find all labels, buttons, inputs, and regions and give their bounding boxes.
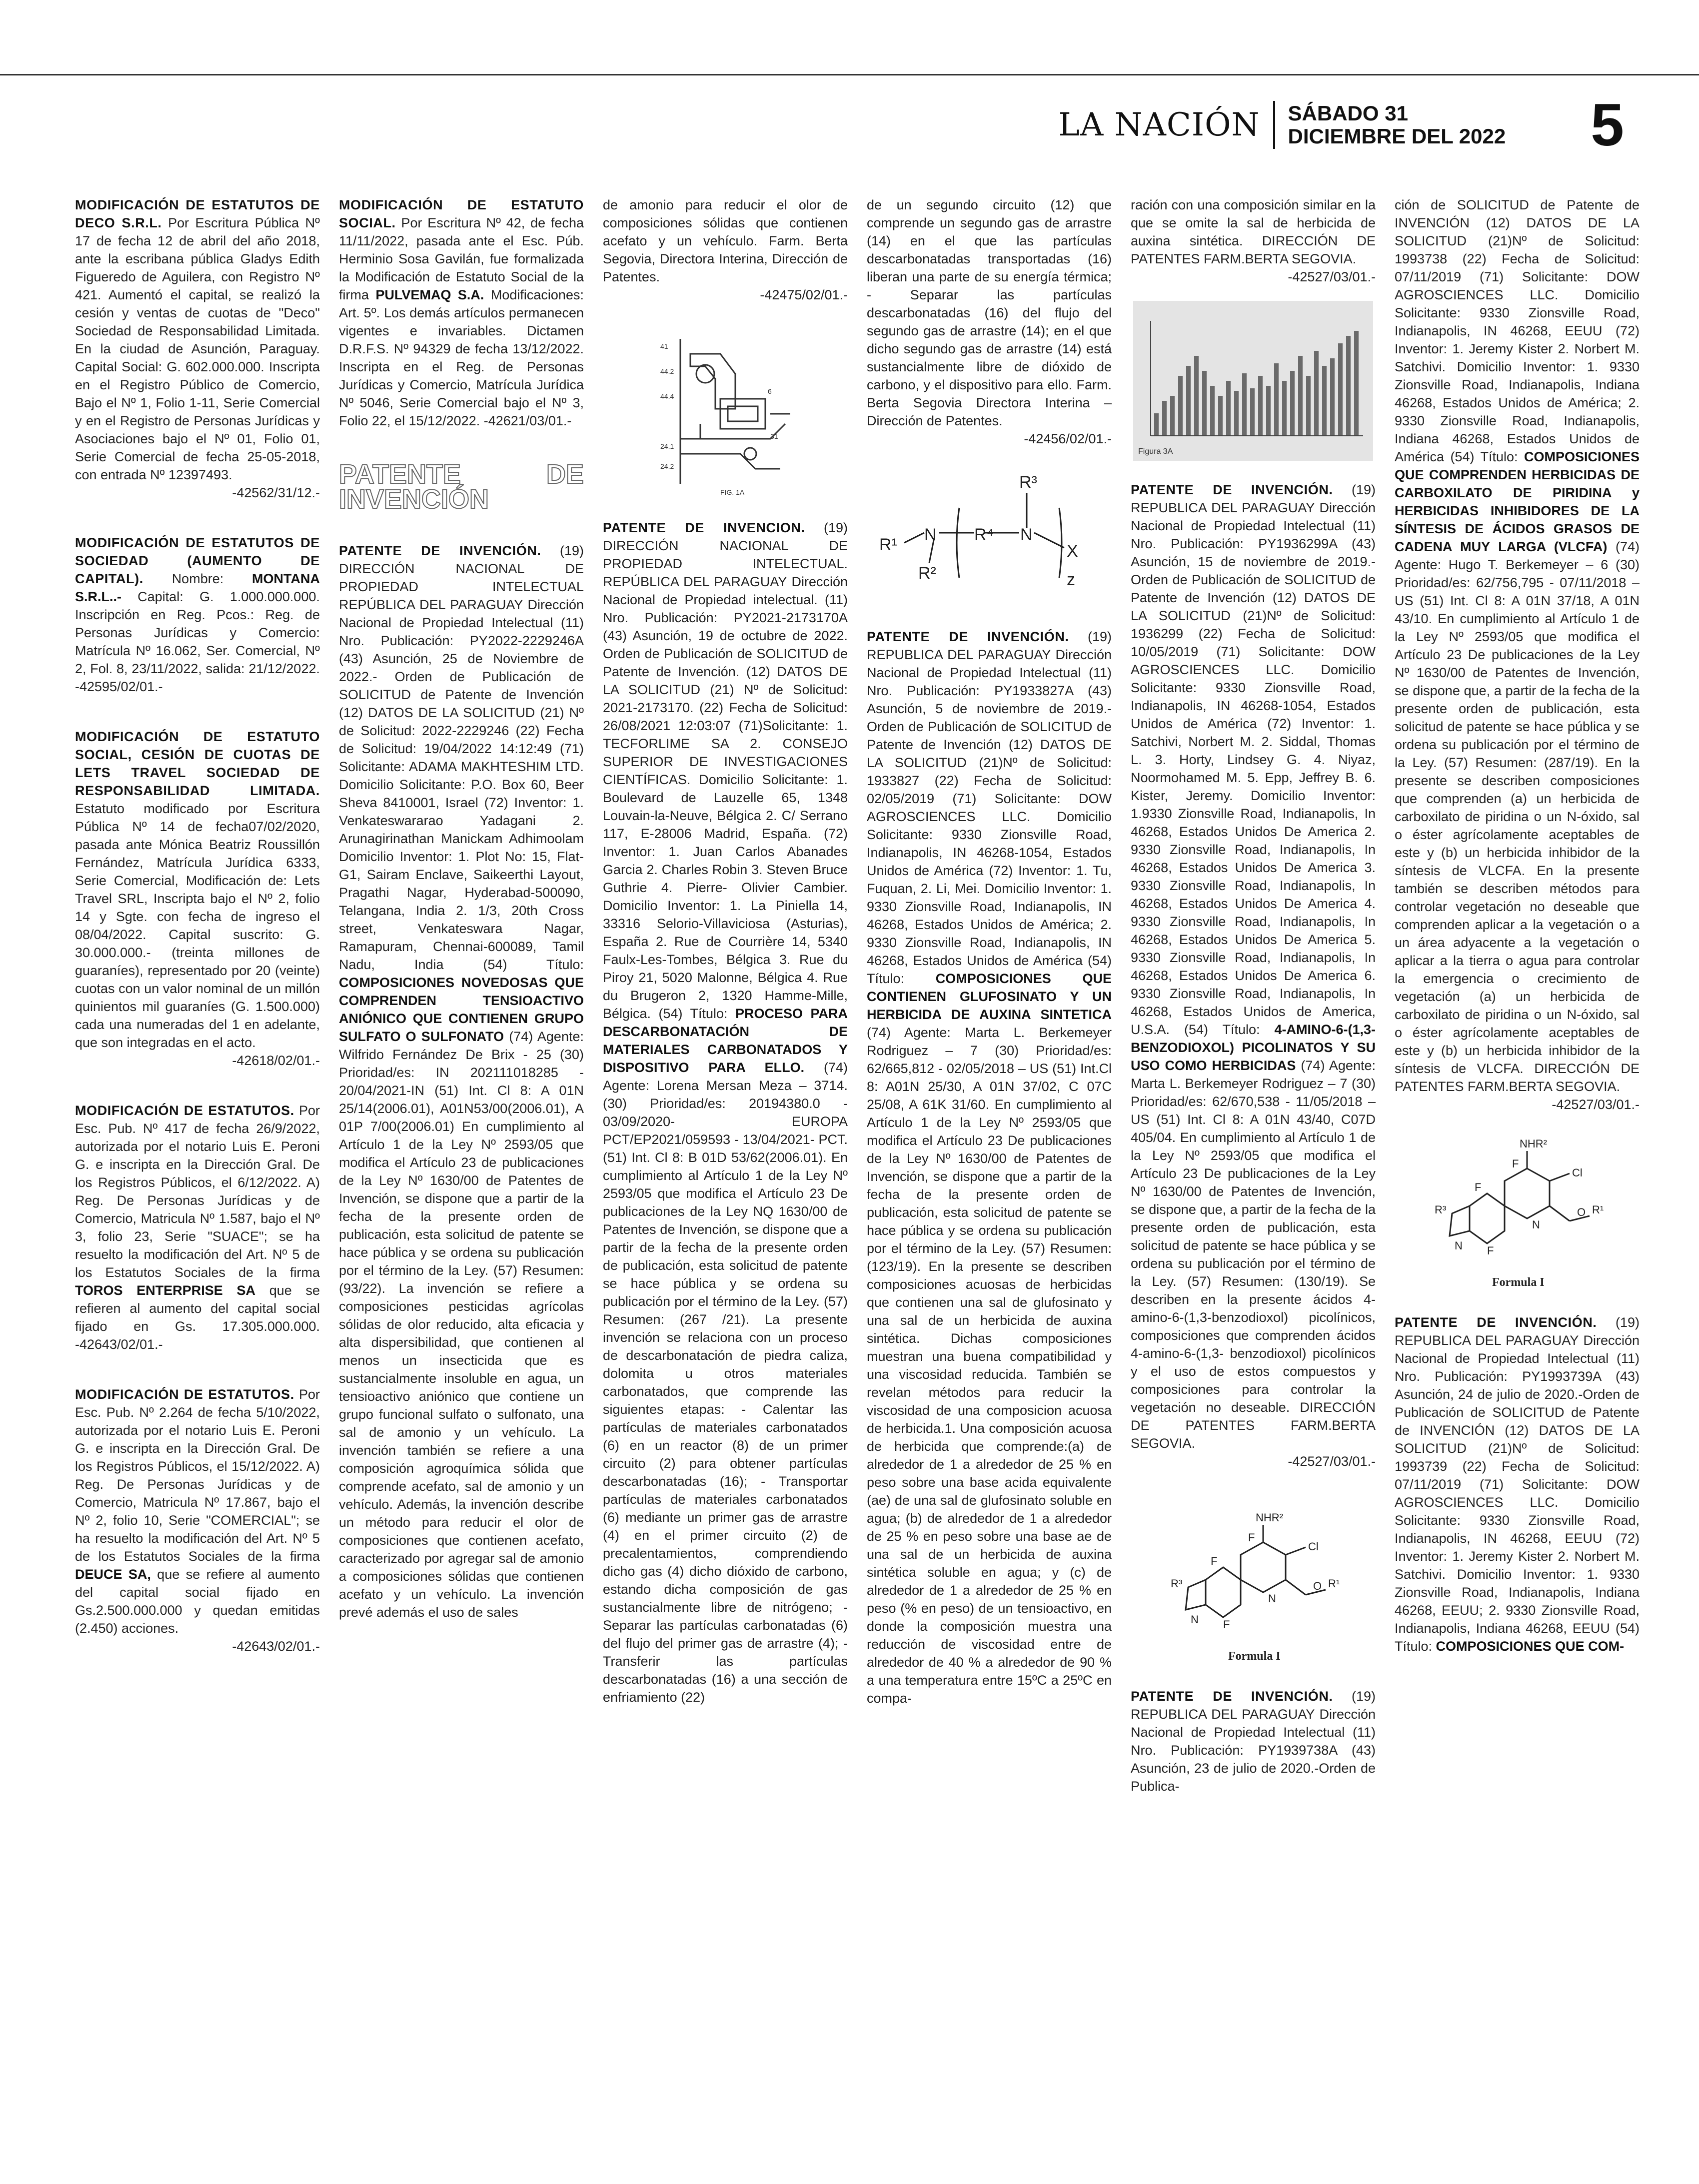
svg-text:O: O	[1577, 1206, 1586, 1218]
notice-company: TOROS ENTERPRISE SA	[75, 1283, 255, 1298]
column-3	[603, 196, 848, 2165]
formula-caption: Formula I	[1228, 1650, 1281, 1663]
patent-bar-chart	[1131, 301, 1376, 461]
svg-text:24.1: 24.1	[660, 442, 674, 450]
notice-body: (19) REPUBLICA DEL PARAGUAY Dirección Nacional de Propiedad Intelectual (11) Nro. Publicación: PY1933827A (43) Asunción, 5 de noviembre de 2019.-Orden de Publicación de SOLICITUD de Patente de Invención (12) DATOS DE LA SOLICITUD (21)Nº de Solicitud: 1933827 (22) Fecha de Solicitud: 02/05/2019 (71) Solicitante: DOW AGROSCIENCES LLC. Domicilio Solicitante: 9330 Zionsville Road, Indianapolis, IN 46268-1054, Estados Unidos de América (72) Inventor: 1. Tu, Fuquan, 2. Li, Mei. Domicilio Inventor: 1. 9330 Zionsville Road, Indianapolis, IN 46268, Estados Unidos de América; 2. 9330 Zionsville Road, Indianapolis, IN 46268, Estados Unidos de América (54) Título:	[867, 629, 1112, 986]
notice-company: DEUCE SA,	[75, 1567, 151, 1582]
notice-patent-glufosinato	[867, 628, 1112, 1707]
svg-text:F: F	[1512, 1157, 1519, 1170]
notice-body: de amonio para reducir el olor de composiciones sólidas que contienen acefato y un vehículo. Farm. Berta Segovia, Directora Interina, Dirección de Patentes.	[603, 197, 848, 284]
issue-date	[1288, 102, 1506, 148]
notice-patent-benzodioxol	[1131, 481, 1376, 1470]
svg-text:R¹: R¹	[1592, 1203, 1604, 1216]
notice-body: Estatuto modificado por Escritura Pública Nº 14 de fecha07/02/2020, pasada ante Mónica Beatriz Roussillón Fernández, Matrícula Jurídica 6333, Serie Comercial, Modificación de: Lets Travel SRL, Inscripta bajo el Nº 2, folio 14 y Sgte. con fecha de ingreso el 08/04/2022. Capital suscrito: G. 30.000.000.- (treinta millones de guaraníes), representado por 20 (veinte) cuotas con un valor nominal de un millón quinientos mil guaraníes (G. 1.500.000) cada una numeradas del 1 en adelante, que son integradas en el acto.	[75, 801, 320, 1050]
reactor-diagram	[650, 319, 800, 499]
svg-text:N: N	[1532, 1218, 1540, 1231]
notice-heading: MODIFICACIÓN DE ESTATUTO SOCIAL, CESIÓN DE CUOTAS DE LETS TRAVEL SOCIEDAD DE RESPONSABILIDAD LIMITADA.	[75, 729, 320, 798]
notice-ref: -42643/02/01.-	[232, 1639, 320, 1654]
notice-body: (19) REPUBLICA DEL PARAGUAY Dirección Nacional de Propiedad Intelectual (11) Nro. Publicación: PY1939738A (43) Asunción, 23 de julio de 2020.-Orden de Publica-	[1131, 1689, 1376, 1794]
notice-body: ción de SOLICITUD de Patente de INVENCIÓN (12) DATOS DE LA SOLICITUD (21)Nº de Solicitud: 1993738 (22) Fecha de Solicitud: 07/11/2019 (71) Solicitante: DOW AGROSCIENCES LLC. Domicilio Solicitante: 9330 Zionsville Road, Indianapolis, IN 46268, EEUU (72) Inventor: 1. Jeremy Kister 2. Norbert M. Satchivi. Domicilio Inventor: 1. 9330 Zionsville Road, Indianapolis, Indiana 46268, Estados Unidos de América; 2. 9330 Zionsville Road, Indianapolis, Indiana 46268, Estados Unidos de América (54) Título:	[1395, 197, 1640, 464]
svg-text:R³: R³	[1171, 1577, 1183, 1590]
chemical-structure	[867, 468, 1112, 598]
date-line-1: SÁBADO 31	[1288, 101, 1408, 125]
masthead	[1058, 91, 1624, 158]
svg-text:N: N	[1455, 1239, 1463, 1252]
notice-title: COMPOSICIONES QUE COM-	[1436, 1639, 1625, 1654]
label-r2: R²	[918, 564, 936, 583]
svg-text:NHR²: NHR²	[1256, 1511, 1283, 1524]
notice-body: (74) Agente: Lorena Mersan Meza – 3714. (30) Prioridad/es: 20194380.0 - 03/09/2020- EUROPA PCT/EP2021/059593 - 13/04/2021- PCT. (51) Int. Cl 8: B 01D 53/62(2006.01). En cumplimiento al Artículo 1 de la Ley Nº 2593/05 que modifica el Artículo 23 De publicaciones de la Ley NQ 1630/00 de Patentes de Invención, se dispone que a partir de la fecha de la presente orden de publicación, esta solicitud de patente se hace pública y se ordena su publicación por el término de la Ley. (57) Resumen: (267 /21). La presente invención se relaciona con un proceso de descarbonatación de piedra caliza, dolomita u otros materiales carbonatados, que comprende las siguientes etapas: - Calentar las partículas de materiales carbonatados (6) en un reactor (8) de un primer circuito (2) para obtener partículas descarbonatadas (16); - Transportar partículas de materiales carbonatados (6) mediante un primer gas de arrastre (4) en el primer circuito (2) de precalentamientos, comprendiendo dicho gas (4) dicho dióxido de carbono, estando dicha composición de gas sustancialmente libre de nitrógeno; - Separar las partículas carbonatadas (6) del flujo del primer gas de arrastre (4); - Transferir las partículas descarbonatadas (16) a una sección de enfriamiento (22)	[603, 1060, 848, 1705]
notice-continuation	[1131, 196, 1376, 286]
svg-text:Cl: Cl	[1308, 1540, 1319, 1553]
figure-caption: Figura 3A	[1138, 447, 1173, 456]
notice-title: COMPOSICIONES QUE COMPRENDEN HERBICIDAS DE CARBOXILATO DE PIRIDINA y HERBICIDAS INHIBIDORES DE LA SÍNTESIS DE ÁCIDOS GRASOS DE CADENA MUY LARGA (VLCFA)	[1395, 449, 1640, 554]
svg-text:Cl: Cl	[1572, 1166, 1583, 1179]
notice-body: Modificaciones: Art. 5º. Los demás artículos permanecen vigentes e invariables. Dictamen D.R.F.S. Nº 94329 de fecha 13/12/2022. Inscripta en el Reg. de Personas Jurídicas y Comercio, Matrícula Jurídica Nº 5046, Serie Comercial bajo el Nº 3, Folio 22, el 15/12/2022. -42621/03/01.-	[339, 287, 584, 428]
notice-title: COMPOSICIONES QUE CONTIENEN GLUFOSINATO Y UN HERBICIDA DE AUXINA SINTETICA	[867, 971, 1112, 1022]
notice-patent-adama	[339, 542, 584, 1621]
notice-lets-travel	[75, 728, 320, 1070]
svg-text:F: F	[1487, 1244, 1494, 1257]
notice-heading: PATENTE DE INVENCIÓN.	[1131, 482, 1333, 497]
notice-body: de un segundo circuito (12) que comprende un segundo gas de arrastre (14) en el que las partículas descarbonatadas transportadas (16) liberan una parte de su energía térmica; - Separar las partículas descarbonatadas (16) del flujo del segundo gas de arrastre (14); en el que dicho segundo gas de arrastre (14) está sustancialmente libre de dióxido de carbono, y el dispositivo para ello. Farm. Berta Segovia Directora Interina – Dirección de Patentes.	[867, 197, 1112, 428]
notice-continuation	[867, 196, 1112, 448]
label-r4: R⁴	[974, 525, 994, 544]
svg-text:NHR²: NHR²	[1520, 1137, 1547, 1150]
formula-caption: Formula I	[1492, 1276, 1545, 1289]
notice-heading: MODIFICACIÓN DE ESTATUTO SOCIAL.	[339, 197, 584, 230]
notice-ref: -42456/02/01.-	[1024, 431, 1112, 446]
svg-text:R³: R³	[1435, 1203, 1447, 1216]
notice-body: (19) DIRECCIÓN NACIONAL DE PROPIEDAD INTELECTUAL. REPÚBLICA DEL PARAGUAY Dirección Nacional de Propiedad intelectual. (11) Nro. Publicación: PY2021-2173170A (43) Asunción, 19 de octubre de 2022. Orden de Publicación de SOLICITUD de Patente de Invención. (12) DATOS DE LA SOLICITUD (21) Nº de Solicitud: 2021-2173170. (22) Fecha de Solicitud: 26/08/2021 12:03:07 (71)Solicitante: 1. TECFORLIME SA 2. CONSEJO SUPERIOR DE INVESTIGACIONES CIENTÍFICAS. Domicilio Solicitante: 1. Boulevard de Lauzelle 65, 1348 Louvain-la-Neuve, Bélgica 2. C/ Serrano 117, E-28006 Madrid, España. (72) Inventor: 1. Juan Carlos Abanades Garcia 2. Charles Robin 3. Steven Bruce Guthrie 4. Pierre- Olivier Cambier. Domicilio Inventor: 1. La Piniella 14, 33316 Selorio-Villaviciosa (Asturias), España 2. Rue de Courrière 14, 5340 Faulx-Les-Tombes, Bélgica 3. Rue du Piroy 21, 5020 Malonne, Bélgica 4. Rue du Brugeron 2, 1320 Hamme-Mille, Bélgica. (54) Título:	[603, 520, 848, 1021]
svg-text:44.4: 44.4	[660, 392, 674, 400]
notice-company: MONTANA S.R.L..-	[75, 571, 320, 604]
label-n: N	[1020, 525, 1033, 544]
column-6	[1395, 196, 1640, 2165]
notice-heading: MODIFICACIÓN DE ESTATUTOS DE DECO S.R.L.	[75, 197, 320, 230]
label-r3: R³	[1019, 473, 1037, 492]
notice-heading: PATENTE DE INVENCIÓN.	[1131, 1689, 1333, 1704]
notice-body: Por Esc. Pub. Nº 417 de fecha 26/9/2022, autorizada por el notario Luis E. Peroni G. e inscripta en la Dirección Gral. De los Registros Públicos, el 6/12/2022. A) Reg. De Personas Jurídicas y de Comercio, Matricula Nº 1.587, bajo el Nº 3, folio 23, Serie "SUACE"; se ha resuelto la modificación del Art. Nº 5 de los Estatutos Sociales de la firma	[75, 1103, 320, 1280]
amine-structure-diagram	[874, 468, 1104, 598]
formula-structure	[1395, 1128, 1640, 1293]
notice-heading: PATENTE DE INVENCION.	[603, 520, 805, 535]
formula-structure	[1131, 1502, 1376, 1667]
notice-heading: MODIFICACIÓN DE ESTATUTOS.	[75, 1387, 294, 1402]
notice-title: 4-AMINO-6-(1,3-BENZODIOXOL) PICOLINATOS Y SU USO COMO HERBICIDAS	[1131, 1022, 1376, 1073]
notice-body: (19) DIRECCIÓN NACIONAL DE PROPIEDAD INTELECTUAL REPÚBLICA DEL PARAGUAY Dirección Nacional de Propiedad Intelectual (11) Nro. Publicación: PY2022-2229246A (43) Asunción, 25 de Noviembre de 2022.- Orden de Publicación de SOLICITUD de Patente de Invención (12) DATOS DE LA SOLICITUD (21) Nº de Solicitud: 2022-2229246 (22) Fecha de Solicitud: 19/04/2022 14:12:49 (71) Solicitante: ADAMA MAKHTESHIM LTD. Domicilio Solicitante: P.O. Box 60, Beer Sheva 8410001, Israel (72) Inventor: 1. Venkateswararao Yadagani 2. Arunagirinathan Manickam Adhimoolam Domicilio Inventor: 1. Plot No: 15, Flat-G1, Sairam Enclave, Saikeerthi Layout, Pragathi Nagar, Hyderabad-500090, Telangana, India 2. 1/3, 20th Cross street, Venkateswara Nagar, Ramapuram, Chennai-600089, Tamil Nadu, India (54) Título:	[339, 543, 584, 972]
svg-text:41: 41	[660, 342, 668, 350]
section-title: PATENTE DE INVENCIÓN	[339, 459, 584, 514]
notice-ref: -42618/02/01.-	[232, 1053, 320, 1068]
notice-body: Por Escritura Pública Nº 17 de fecha 12 de abril del año 2018, ante la escribana pública Gladys Edith Figueredo de Aguilera, con Registro Nº 421. Aumentó el capital, se realizó la cesión y ventas de cuotas de "Deco" Sociedad de Responsabilidad Limitada. En la ciudad de Asunción, Paraguay. Capital Social: G. 602.000.000. Inscripta en el Registro Público de Comercio, Bajo el Nº 1, Folio 1-11, Serie Comercial y en el Registro de Personas Jurídicas y Asociaciones bajo el Nº 01, Folio 01, Serie Comercial de fecha 25-05-2018, con entrada Nº 12397493.	[75, 215, 320, 482]
notice-body: (19) REPUBLICA DEL PARAGUAY Dirección Nacional de Propiedad Intelectual (11) Nro. Publicación: PY1993739A (43) Asunción, 24 de julio de 2020.-Orden de Publicación de SOLICITUD de Patente de INVENCIÓN (12) DATOS DE LA SOLICITUD (21)Nº de Solicitud: 1993739 (22) Fecha de Solicitud: 07/11/2019 (71) Solicitante: DOW AGROSCIENCES LLC. Domicilio Solicitante: 9330 Zionsville Road, Indianapolis, IN 46268, EEUU (72) Inventor: 1. Jeremy Kister 2. Norbert M. Satchivi. Domicilio Inventor: 1. 9330 Zionsville Road, Indianapolis, Indiana 46268, EEUU; 2. 9330 Zionsville Road, Indianapolis, Indiana 46268, EEUU (54) Título:	[1395, 1315, 1640, 1654]
picolinate-structure-diagram	[1163, 1502, 1343, 1667]
notice-body: (74) Agente: Hugo T. Berkemeyer – 6 (30) Prioridad/es: 62/756,795 - 07/11/2018 – US (51) Int. Cl 8: A 01N 37/18, A 01N 43/10. En cumplimiento al Artículo 1 de la Ley Nº 2593/05 que modifica el Artículo 23 De publicaciones de la Ley Nº 1630/00 de Patentes de Invención, se dispone que, a partir de la fecha de la presente orden de publicación, esta solicitud de patente se hace pública y se ordena su publicación por el término de la Ley. (57) Resumen: (287/19). En la presente se describen composiciones que comprenden (a) un herbicida de carboxilato de piridina o un N-óxido, sal o éster agrícolamente aceptables de este y (b) un herbicida inhibidor de la síntesis de VLCFA. En la presente también se describen métodos para controlar vegetación no deseable que comprenden aplicar a la vegetación o a un área adyacente a la vegetación o aplicar a la tierra o agua para controlar la emergencia o crecimiento de vegetación (a) un herbicida de carboxilato de piridina o un N-óxido, sal o éster agrícolamente aceptables de este y (b) un herbicida inhibidor de la síntesis de VLCFA. DIRECCIÓN DE PATENTES FARM.BERTA SEGOVIA.	[1395, 539, 1640, 1094]
label-z: z	[1067, 570, 1075, 589]
notice-patent-1939738	[1131, 1687, 1376, 1795]
picolinate-structure-diagram	[1427, 1128, 1607, 1293]
svg-text:F: F	[1211, 1555, 1218, 1567]
svg-text:24.2: 24.2	[660, 462, 674, 470]
notice-body: que se refiere al aumento del capital social fijado en Gs.2.500.000.000 y quedan emitidas (2.450) acciones.	[75, 1567, 320, 1636]
notice-continuation	[603, 196, 848, 304]
bar-chart-image	[1133, 301, 1373, 461]
svg-text:F: F	[1223, 1618, 1230, 1631]
notice-body: ración con una composición similar en la que se omite la sal de herbicida de auxina sintética. DIRECCIÓN DE PATENTES FARM.BERTA SEGOVIA.	[1131, 197, 1376, 266]
column-4	[867, 196, 1112, 2165]
date-line-2: DICIEMBRE DEL 2022	[1288, 124, 1506, 148]
label-n: N	[924, 525, 937, 544]
notice-patent-tecforlime	[603, 519, 848, 1706]
notice-body: Capital: G. 1.000.000.000. Inscripción en Reg. Pcos.: Reg. de Personas Jurídicas y Comercio: Matrícula Nº 16.062, Ser. Comercial, Nº 2, Fol. 8, 23/11/2022, salida: 21/12/2022. -42595/02/01.-	[75, 589, 320, 694]
notice-deuce	[75, 1385, 320, 1655]
svg-text:6: 6	[768, 387, 772, 395]
notice-patent-1993739	[1395, 1313, 1640, 1655]
top-rule	[0, 74, 1699, 75]
notice-ref: -42562/31/12.-	[232, 485, 320, 500]
label-x: X	[1067, 542, 1078, 561]
notice-heading: PATENTE DE INVENCIÓN.	[1395, 1315, 1597, 1330]
notice-pulvemaq	[339, 196, 584, 430]
notice-title: COMPOSICIONES NOVEDOSAS QUE COMPRENDEN TENSIOACTIVO ANIÓNICO QUE CONTIENEN GRUPO SULFATO O SULFONATO	[339, 975, 584, 1044]
notice-heading: MODIFICACIÓN DE ESTATUTOS DE SOCIEDAD (AUMENTO DE CAPITAL).	[75, 535, 320, 586]
notice-body: Nombre:	[171, 571, 224, 586]
svg-text:F: F	[1248, 1531, 1255, 1544]
notice-continuation	[1395, 196, 1640, 1113]
svg-text:31: 31	[770, 432, 778, 440]
notice-deco	[75, 196, 320, 502]
page-number: 5	[1591, 91, 1624, 158]
notice-body: (19) REPUBLICA DEL PARAGUAY Dirección Nacional de Propiedad Intelectual (11) Nro. Publicación: PY1936299A (43) Asunción, 15 de noviembre de 2019.-Orden de Publicación de SOLICITUD de Patente de Invención (12) DATOS DE LA SOLICITUD (21)Nº de Solicitud: 1936299 (22) Fecha de Solicitud: 10/05/2019 (71) Solicitante: DOW AGROSCIENCES LLC. Domicilio Solicitante: 9330 Zionsville Road, Indianapolis, IN 46268-1054, Estados Unidos de América (72) Inventor: 1. Satchivi, Norbert M. 2. Siddal, Thomas L. 3. Horty, Lindsey G. 4. Niyaz, Noormohamed M. 5. Epp, Jeffrey B. 6. Kister, Jeremy. Domicilio Inventor: 1.9330 Zionsville Road, Indianapolis, In 46268, Estados Unidos De America 2. 9330 Zionsville Road, Indianapolis, In 46268, Estados Unidos De America 3. 9330 Zionsville Road, Indianapolis, In 46268, Estados Unidos De America 4. 9330 Zionsville Road, Indianapolis, In 46268, Estados Unidos De America 5. 9330 Zionsville Road, Indianapolis, In 46268, Estados Unidos De America 6. 9330 Zionsville Road, Indianapolis, In 46268, Estados Unidos de America, U.S.A. (54) Título:	[1131, 482, 1376, 1037]
svg-text:F: F	[1475, 1181, 1482, 1193]
notice-title: PROCESO PARA DESCARBONATACIÓN DE MATERIALES CARBONATADOS Y DISPOSITIVO PARA ELLO.	[603, 1006, 848, 1075]
newspaper-name: LA NACIÓN	[1058, 106, 1260, 143]
column-2	[339, 196, 584, 2165]
figure-caption: FIG. 1A	[720, 488, 745, 496]
notice-body: Por Escritura Nº 42, de fecha 11/11/2022, pasada ante el Esc. Púb. Herminio Sosa Gavilán, fue formalizada la Modificación de Estatuto Social de la firma	[339, 215, 584, 302]
masthead-divider	[1273, 101, 1275, 149]
svg-text:N: N	[1191, 1613, 1199, 1626]
notice-ref: -42475/02/01.-	[760, 287, 848, 302]
svg-text:O: O	[1313, 1580, 1322, 1592]
svg-text:N: N	[1268, 1592, 1276, 1605]
notice-body: (74) Agente: Marta L. Berkemeyer Rodriguez – 7 (30) Prioridad/es: 62/670,538 - 11/05/2018 – US (51) Int. Cl 8: A 01N 43/40, C07D 405/04. En cumplimiento al Artículo 1 de la Ley Nº 2593/05 que modifica el Artículo 23 De publicaciones de la Ley Nº 1630/00 de Patentes de Invención, se dispone que, a partir de la fecha de la presente orden de publicación, esta solicitud de patente se hace pública y se ordena su publicación por el término de la Ley. (57) Resumen: (130/19). Se describen en la presente ácidos 4-amino-6-(1,3-benzodioxol) picolínicos, composiciones que comprenden ácidos 4-amino-6-(1,3- benzodioxol) picolínicos y el uso de estos compuestos y composiciones para controlar la vegetación no deseable. DIRECCIÓN DE PATENTES FARM.BERTA SEGOVIA.	[1131, 1058, 1376, 1451]
notice-heading: PATENTE DE INVENCIÓN.	[867, 629, 1069, 644]
notice-company: PULVEMAQ S.A.	[375, 287, 484, 302]
patent-drawing	[603, 319, 848, 499]
notice-body: que se refieren al aumento del capital social fijado en Gs. 17.305.000.000. -42643/02/01.-	[75, 1283, 320, 1352]
notice-ref: -42527/03/01.-	[1288, 1454, 1376, 1469]
notice-heading: MODIFICACIÓN DE ESTATUTOS.	[75, 1103, 294, 1118]
notice-body: (74) Agente: Wilfrido Fernández De Brix - 25 (30) Prioridad/es: IN 202111018285 - 20/04/2021-IN (51) Int. Cl 8: A 01N 25/14(2006.01), A01N53/00(2006.01), A 01P 7/00(2006.01) En cumplimiento al Artículo 1 de la Ley Nº 2593/05 que modifica el Artículo 23 de publicaciones de la Ley Nº 1630/00 de Patentes de Invención, se dispone que a partir de la fecha de la presente orden de publicación, esta solicitud de patente se hace pública y se ordena su publicación por el término de la Ley. (57) Resumen:(93/22). La invención se refiere a composiciones pesticidas agrícolas sólidas de olor reducido, alta eficacia y alta dispersibilidad, que contienen al menos un insecticida que es sustancialmente insoluble en agua, un tensioactivo aniónico que contiene un grupo funcional sulfato o sulfonato, una sal de amonio y un vehículo. La invención también se refiere a una composición agroquímica sólida que comprende acefato, sal de amonio y un vehículo. Además, la invención describe un método para reducir el olor de composiciones que contienen acefato, caracterizado por agregar sal de amonio a composiciones sólidas que contienen acefato y un vehículo. La invención prevé además el uso de sales	[339, 1029, 584, 1620]
notice-ref: -42527/03/01.-	[1288, 269, 1376, 284]
label-r1: R¹	[879, 535, 897, 554]
notice-body: (74) Agente: Marta L. Berkemeyer Rodriguez – 7 (30) Prioridad/es: 62/665,812 - 02/05/2018 – US (51) Int.Cl 8: A01N 25/30, A 01N 37/02, C 07C 25/08, A 61K 31/60. En cumplimiento al Artículo 1 de la Ley Nº 2593/05 que modifica el Artículo 23 De publicaciones de la Ley Nº 1630/00 de Patentes de Invención, se dispone que a partir de la fecha de la presente orden de publicación, esta solicitud de patente se hace pública y se ordena su publicación por el término de la Ley. (57) Resumen: (123/19). En la presente se describen composiciones acuosas de herbicidas que contienen una sal de glufosinato y una sal de un herbicida de auxina sintética. Dichas composiciones muestran una buena compatibilidad y una viscosidad reducida. También se revelan métodos para reducir la viscosidad de una composicion acuosa de herbicida.1. Una composición acuosa de herbicida que comprende:(a) de alrededor de 1 a alrededor de 25 % en peso sobre una base acida equivalente (ae) de una sal de glufosinato soluble en agua; (b) de alrededor de 1 a alrededor de 25 % en peso sobre una base ae de una sal de un herbicida de auxina sintética soluble en agua; y (c) de alrededor de 1 a alrededor de 25 % en peso (% en peso) de un tensioactivo, en donde la composición muestra una reducción de viscosidad entre de alrededor de 40 % a alrededor de 90 % a una temperatura entre 15ºC a 25ºC en compa-	[867, 1025, 1112, 1706]
svg-text:R¹: R¹	[1328, 1577, 1340, 1590]
column-1	[75, 196, 320, 2165]
svg-text:44.2: 44.2	[660, 367, 674, 375]
column-5	[1131, 196, 1376, 2165]
notice-montana	[75, 534, 320, 696]
notice-heading: PATENTE DE INVENCIÓN.	[339, 543, 541, 558]
notice-body: Por Esc. Pub. Nº 2.264 de fecha 5/10/2022, autorizada por el notario Luis E. Peroni G. e inscripta en la Dirección Gral. De los Registros Públicos, el 15/12/2022. A) Reg. De Personas Jurídicas y de Comercio, Matricula Nº 17.867, bajo el Nº 2, folio 10, Serie "COMERCIAL"; se ha resuelto la modificación del Art. Nº 5 de los Estatutos Sociales de la firma	[75, 1387, 320, 1564]
notice-toros	[75, 1101, 320, 1353]
notice-ref: -42527/03/01.-	[1552, 1097, 1640, 1112]
